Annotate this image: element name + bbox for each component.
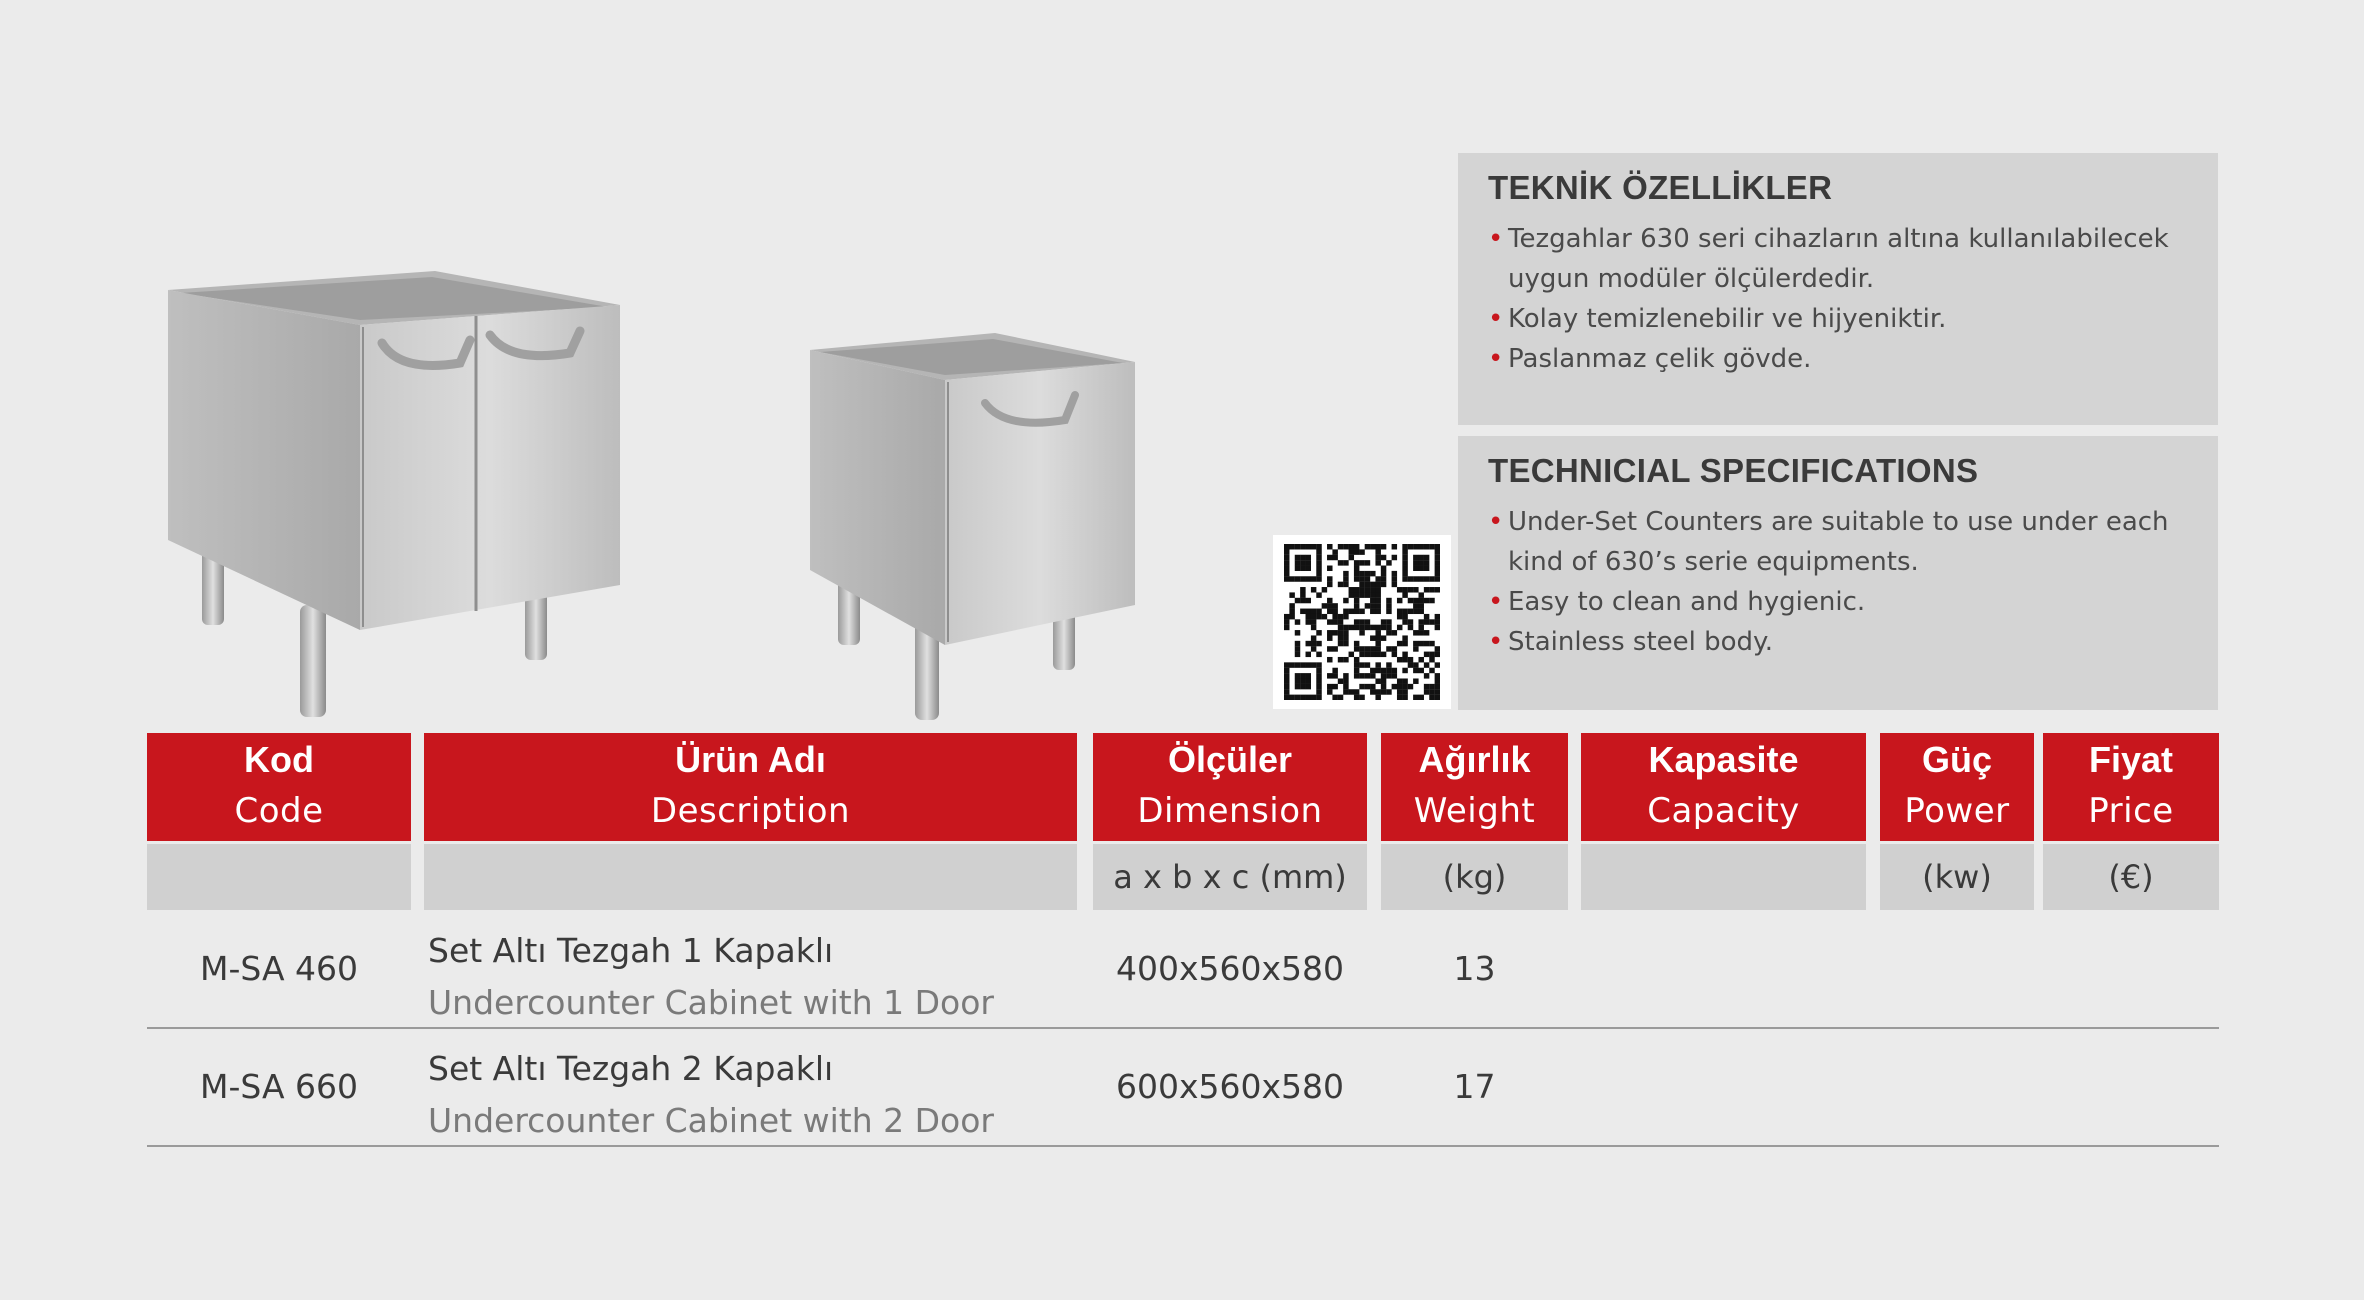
- unit-power: (kw): [1880, 844, 2034, 910]
- bullet-icon: •: [1488, 627, 1504, 657]
- spec-item: • Kolay temizlenebilir ve hijyeniktir.: [1488, 299, 2188, 339]
- bullet-icon: •: [1488, 304, 1504, 334]
- unit-weight: (kg): [1381, 844, 1568, 910]
- cabinet-1-door-image: [805, 330, 1145, 730]
- row-description-tr: Set Altı Tezgah 1 Kapaklı: [428, 931, 834, 970]
- spec-list-english: [1488, 502, 2188, 662]
- header-description: Ürün Adı Description: [424, 733, 1077, 841]
- spec-list-turkish: [1488, 219, 2188, 379]
- spec-item: • Under-Set Counters are suitable to use under each kind of 630’s serie equipments.: [1488, 502, 2188, 582]
- row-weight: 17: [1453, 1067, 1496, 1106]
- spec-box-english: [1458, 436, 2218, 710]
- spec-item: • Easy to clean and hygienic.: [1488, 582, 2188, 622]
- spec-item: • Tezgahlar 630 seri cihazların altına kullanılabilecek uygun modüler ölçülerdedir.: [1488, 219, 2188, 299]
- spec-box-turkish: [1458, 153, 2218, 425]
- row-description: [428, 925, 994, 1029]
- cabinet-2-door-image: [160, 265, 630, 725]
- unit-code: [147, 844, 411, 910]
- bullet-icon: •: [1488, 344, 1504, 374]
- unit-capacity: [1581, 844, 1866, 910]
- table-row: [147, 911, 2219, 1029]
- bullet-icon: •: [1488, 587, 1504, 617]
- row-weight: 13: [1453, 949, 1496, 988]
- row-dimension: 400x560x580: [1115, 949, 1345, 988]
- row-code: M-SA 460: [200, 949, 358, 988]
- spec-item: • Stainless steel body.: [1488, 622, 2188, 662]
- row-code: M-SA 660: [200, 1067, 358, 1106]
- table-row: [147, 1029, 2219, 1147]
- qr-code: [1273, 535, 1451, 709]
- header-power: Güç Power: [1880, 733, 2034, 841]
- header-code: Kod Code: [147, 733, 411, 841]
- bullet-icon: •: [1488, 224, 1504, 254]
- bullet-icon: •: [1488, 507, 1504, 537]
- unit-description: [424, 844, 1077, 910]
- header-capacity: Kapasite Capacity: [1581, 733, 1866, 841]
- header-price: Fiyat Price: [2043, 733, 2219, 841]
- row-description-en: Undercounter Cabinet with 2 Door: [428, 1101, 994, 1140]
- row-dimension: 600x560x580: [1115, 1067, 1345, 1106]
- row-description-tr: Set Altı Tezgah 2 Kapaklı: [428, 1049, 834, 1088]
- spec-title-turkish: TEKNİK ÖZELLİKLER: [1488, 169, 1833, 206]
- spec-item: • Paslanmaz çelik gövde.: [1488, 339, 2188, 379]
- spec-title-english: TECHNICIAL SPECIFICATIONS: [1488, 452, 1979, 489]
- row-description: [428, 1043, 994, 1147]
- unit-price: (€): [2043, 844, 2219, 910]
- unit-dimension: a x b x c (mm): [1093, 844, 1367, 910]
- header-weight: Ağırlık Weight: [1381, 733, 1568, 841]
- header-dimension: Ölçüler Dimension: [1093, 733, 1367, 841]
- row-description-en: Undercounter Cabinet with 1 Door: [428, 983, 994, 1022]
